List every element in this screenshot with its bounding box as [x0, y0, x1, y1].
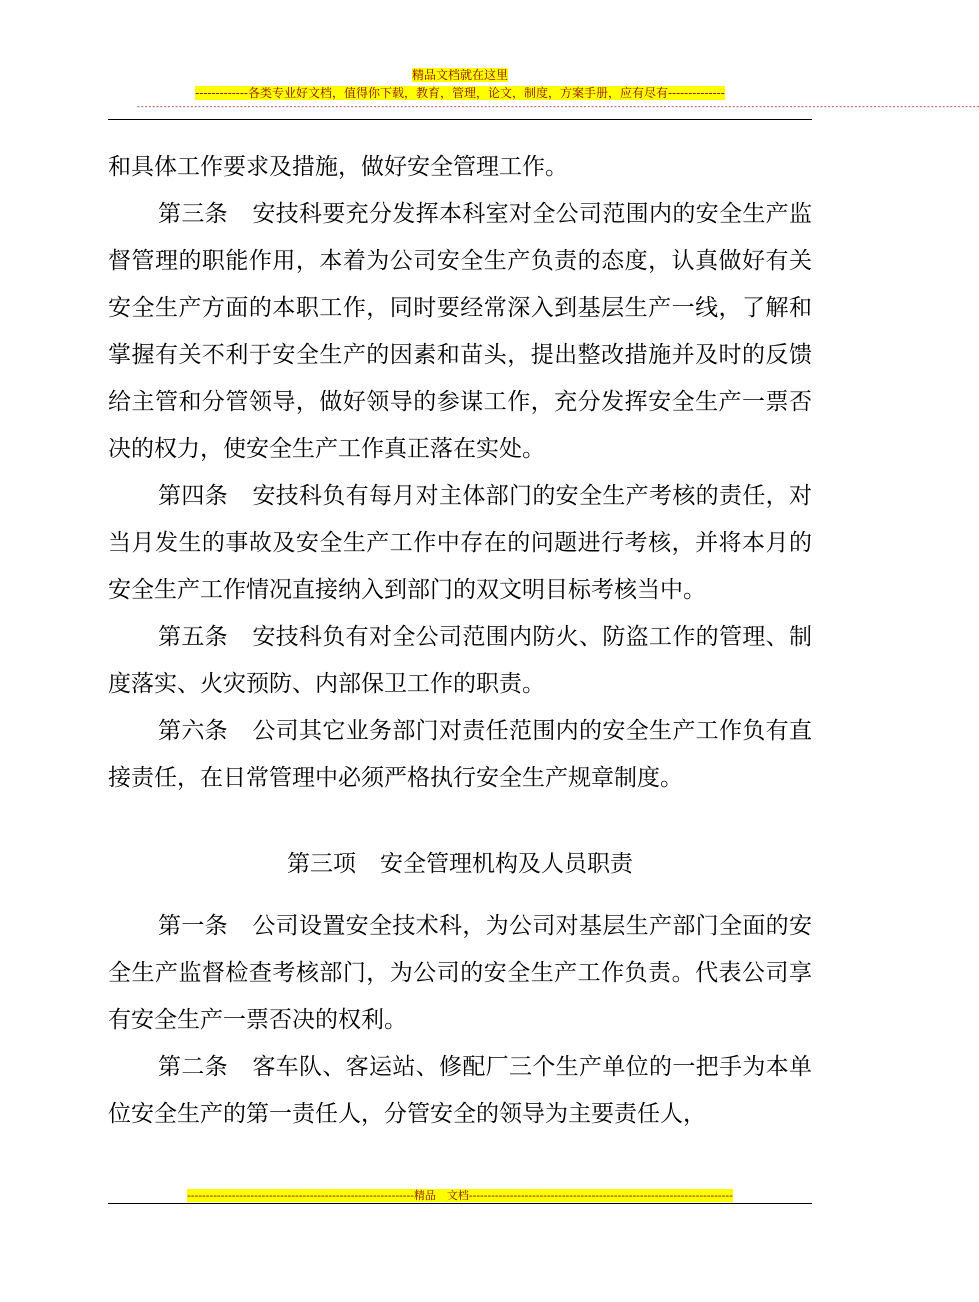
- article-text: 公司其它业务部门对责任范围内的安全生产工作负有直接责任，在日常管理中必须严格执行安全生产规章制度。: [108, 718, 812, 791]
- footer-banner: -------------------------------------------------------------精品 文档-----------------------------------------------------------------------: [187, 1189, 733, 1202]
- article-1: [108, 903, 812, 1044]
- header-dash-line: -----------------------------------------------------------------------------------------------------------------------------------------------------------------------------------------------------------------------------: [136, 102, 979, 111]
- footer-rule: [108, 1203, 812, 1204]
- article-3: [108, 191, 812, 473]
- section-title: 安全管理机构及人员职责: [380, 851, 633, 877]
- article-text: 安技科负有对全公司范围内防火、防盗工作的管理、制度落实、火灾预防、内部保卫工作的职责。: [108, 624, 812, 697]
- article-number: 第三条: [158, 201, 228, 227]
- article-5: [108, 614, 812, 708]
- article-number: 第四条: [158, 483, 228, 509]
- article-number: 第一条: [158, 913, 228, 939]
- document-body: [108, 144, 812, 1138]
- article-text: 客车队、客运站、修配厂三个生产单位的一把手为本单位安全生产的第一责任人，分管安全的领导为主要责任人，: [108, 1054, 812, 1127]
- article-number: 第五条: [158, 624, 228, 650]
- section-heading: [108, 841, 812, 888]
- header-ad-banner: -------------各类专业好文档，值得你下载，教育，管理，论文，制度，方案手册，应有尽有--------------: [195, 86, 725, 100]
- article-2: [108, 1044, 812, 1138]
- article-6: [108, 708, 812, 802]
- article-4: [108, 473, 812, 614]
- header-rule: [108, 119, 812, 120]
- header-title: 精品文档就在这里: [411, 68, 508, 82]
- section-number: 第三项: [287, 851, 356, 877]
- article-text: 公司设置安全技术科，为公司对基层生产部门全面的安全生产监督检查考核部门，为公司的安全生产工作负责。代表公司享有安全生产一票否决的权利。: [108, 913, 812, 1033]
- article-text: 安技科要充分发挥本科室对全公司范围内的安全生产监督管理的职能作用，本着为公司安全生产负责的态度，认真做好有关安全生产方面的本职工作，同时要经常深入到基层生产一线，了解和掌握有关不利于安全生产的因素和苗头，提出整改措施并及时的反馈给主管和分管领导，做好领导的参谋工作，充分发挥安全生产一票否决的权力，使安全生产工作真正落在实处。: [108, 201, 812, 462]
- article-text: 安技科负有每月对主体部门的安全生产考核的责任，对当月发生的事故及安全生产工作中存在的问题进行考核，并将本月的安全生产工作情况直接纳入到部门的双文明目标考核当中。: [108, 483, 812, 603]
- paragraph-continuation: 和具体工作要求及措施，做好安全管理工作。: [108, 154, 568, 180]
- article-number: 第二条: [158, 1054, 228, 1080]
- article-number: 第六条: [158, 718, 228, 744]
